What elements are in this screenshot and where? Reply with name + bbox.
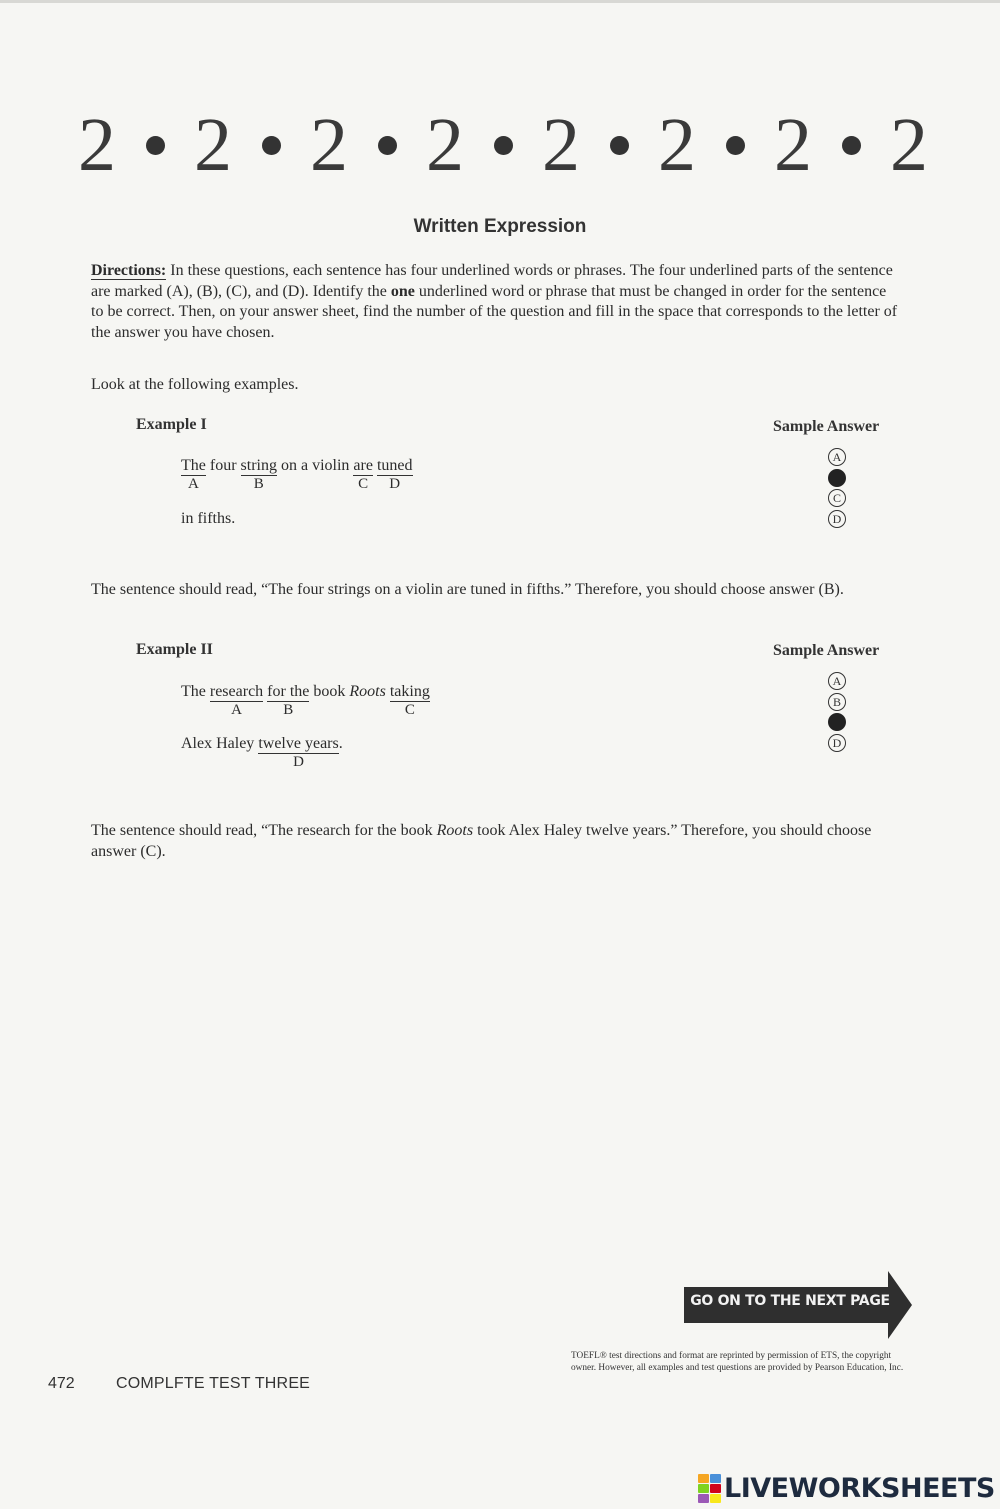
sentence-text: on a violin (276, 457, 354, 474)
page-edge (0, 0, 1000, 3)
sentence-text: The (181, 683, 210, 700)
banner-dot (610, 136, 629, 155)
footer-title: COMPLFTE TEST THREE (116, 1375, 311, 1392)
underlined-part-a: The A (181, 457, 206, 492)
logo-tile (710, 1474, 721, 1483)
underlined-part-b: for the B (267, 683, 310, 718)
letter-label: C (358, 476, 369, 492)
bubble-b-filled[interactable] (828, 469, 846, 487)
banner-number: 2 (78, 103, 116, 187)
directions-emphasis: one (390, 282, 415, 300)
bubble-a[interactable]: A (828, 448, 846, 466)
banner-number: 2 (658, 103, 696, 187)
bubble-a[interactable]: A (828, 672, 846, 690)
bubble-d[interactable]: D (828, 510, 846, 528)
underlined-part-c: are C (353, 457, 373, 492)
example-2-sample-label: Sample Answer (773, 642, 880, 659)
section-banner (78, 105, 928, 185)
banner-dot (726, 136, 745, 155)
example-2-sentence-line-2 (181, 735, 343, 770)
banner-number: 2 (542, 103, 580, 187)
banner-dot (494, 136, 513, 155)
bubble-c[interactable]: C (828, 489, 846, 507)
example-1-answer-bubbles (824, 448, 850, 530)
example-2-label: Example II (136, 641, 213, 658)
sentence-text: book (309, 683, 350, 700)
directions-text-2: underlined word or phrase that must be changed in order for the sentence to be correct. Then, on your answer sheet, find the number of the question and fill in the space that corresponds to the letter of the answer you have chosen. (91, 282, 898, 341)
book-title: Roots (349, 683, 386, 700)
next-page-button[interactable] (684, 1271, 912, 1339)
book-title: Roots (436, 822, 474, 839)
example-2-answer-bubbles (824, 672, 850, 754)
letter-label: B (253, 476, 264, 492)
sentence-text: Alex Haley (181, 735, 259, 752)
banner-number: 2 (310, 103, 348, 187)
bubble-b[interactable]: B (828, 693, 846, 711)
sentence-text: . (338, 735, 343, 752)
example-1-sentence-line-2: in fifths. (181, 510, 236, 527)
example-1-label: Example I (136, 416, 207, 433)
liveworksheets-logo-icon (698, 1474, 720, 1502)
logo-tile (698, 1474, 709, 1483)
page-number: 472 (48, 1375, 75, 1392)
example-2-explanation (91, 821, 901, 862)
letter-label: A (231, 702, 242, 718)
sentence-text: four (205, 457, 241, 474)
letter-label: C (404, 702, 415, 718)
letter-label: B (283, 702, 294, 718)
example-1-sample-label: Sample Answer (773, 418, 880, 435)
logo-tile (698, 1494, 709, 1503)
banner-dot (146, 136, 165, 155)
underlined-part-a: research A (209, 683, 264, 718)
directions-text-1: In these questions, each sentence has four underlined words or phrases. The four underlined parts of the sentence are marked (A), (B), (C), and (D). Identify the (91, 262, 893, 300)
directions-paragraph (91, 261, 901, 343)
look-instruction: Look at the following examples. (91, 376, 299, 393)
logo-tile (698, 1484, 709, 1493)
logo-tile (710, 1494, 721, 1503)
underlined-part-d: tuned D (376, 457, 413, 492)
underlined-part-d: twelve years D (258, 735, 339, 770)
logo-tile (710, 1484, 721, 1493)
banner-dot (262, 136, 281, 155)
explanation-text: took Alex Haley twelve years.” Therefore, you should choose answer (C). (91, 822, 872, 860)
example-1-explanation: The sentence should read, “The four strings on a violin are tuned in fifths.” Therefore, you should choose answer (B). (91, 581, 844, 598)
banner-number: 2 (890, 103, 928, 187)
banner-dot (378, 136, 397, 155)
explanation-text: The sentence should read, “The research for the book (91, 822, 437, 839)
liveworksheets-brand (698, 1470, 995, 1506)
example-1-sentence-line-1 (181, 457, 413, 492)
directions-label: Directions: (91, 262, 167, 279)
next-page-label: GO ON TO THE NEXT PAGE (690, 1293, 890, 1309)
brand-name: LIVEWORKSHEETS (724, 1472, 995, 1504)
banner-number: 2 (774, 103, 812, 187)
letter-label: D (293, 754, 304, 770)
banner-number: 2 (426, 103, 464, 187)
banner-dot (842, 136, 861, 155)
example-2-sentence-line-1 (181, 683, 430, 718)
section-title: Written Expression (413, 216, 587, 237)
bubble-c-filled[interactable] (828, 713, 846, 731)
letter-label: A (188, 476, 199, 492)
underlined-part-c: taking C (389, 683, 430, 718)
banner-number: 2 (194, 103, 232, 187)
letter-label: D (389, 476, 401, 492)
underlined-part-b: string B (240, 457, 277, 492)
copyright-credit: TOEFL® test directions and format are reprinted by permission of ETS, the copyright owner. However, all examples and test questions are provided by Pearson Education, Inc. (571, 1351, 904, 1373)
bubble-d[interactable]: D (828, 734, 846, 752)
